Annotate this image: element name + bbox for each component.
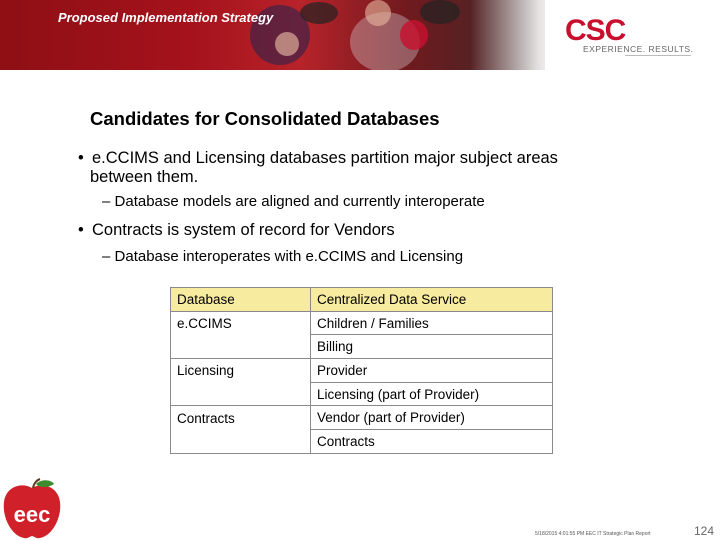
table-row: [171, 359, 553, 383]
bullet-dot: •: [78, 149, 84, 167]
database-table: [170, 287, 553, 454]
sub-bullet-text: Database interoperates with e.CCIMS and Licensing: [114, 248, 464, 265]
table-header-cell: Database: [171, 288, 311, 312]
sub-bullet-text: Database models are aligned and currently interoperate: [114, 193, 485, 210]
table-cell: Contracts: [311, 430, 553, 454]
slide-title: Candidates for Consolidated Databases: [90, 108, 440, 129]
table-cell: Billing: [311, 335, 553, 359]
table-cell: [171, 430, 311, 454]
table-cell: Vendor (part of Provider): [311, 406, 553, 430]
eec-logo-text: eec: [13, 502, 51, 527]
bullet-item: [78, 221, 395, 240]
page-number: 124: [694, 524, 715, 538]
csc-logo-text: CSC: [565, 14, 626, 47]
bullet-dot: •: [78, 221, 84, 239]
table-row: [171, 335, 553, 359]
table-cell: Children / Families: [311, 311, 553, 335]
table-cell: e.CCIMS: [171, 311, 311, 335]
sub-bullet-item: [102, 248, 463, 265]
sub-bullet-item: [102, 193, 485, 210]
header-title: Proposed Implementation Strategy: [58, 10, 274, 25]
table-cell: [171, 382, 311, 406]
header-banner: [0, 0, 720, 70]
footer-meta: 5/18/2015 4:01:55 PM EEC IT Strategic Plan Report: [535, 531, 651, 537]
table-cell: Provider: [311, 359, 553, 383]
dash: –: [102, 248, 115, 265]
bullet-text: e.CCIMS and Licensing databases partition major subject areas: [92, 149, 558, 167]
table-row: [171, 311, 553, 335]
bullet-text: Contracts is system of record for Vendors: [92, 221, 395, 239]
table-cell: [171, 335, 311, 359]
table-cell: Contracts: [171, 406, 311, 430]
table-header-row: [171, 288, 553, 312]
csc-tagline: EXPERIENCE. RESULTS.: [583, 44, 694, 54]
eec-apple-logo: [0, 478, 64, 540]
table-cell: Licensing (part of Provider): [311, 382, 553, 406]
bullet-item: [78, 149, 558, 187]
csc-logo: [565, 14, 695, 62]
table-header-cell: Centralized Data Service: [311, 288, 553, 312]
table-row: [171, 430, 553, 454]
table-row: [171, 382, 553, 406]
table-cell: Licensing: [171, 359, 311, 383]
bullet-text-cont: between them.: [90, 168, 199, 186]
dash: –: [102, 193, 115, 210]
table-row: [171, 406, 553, 430]
